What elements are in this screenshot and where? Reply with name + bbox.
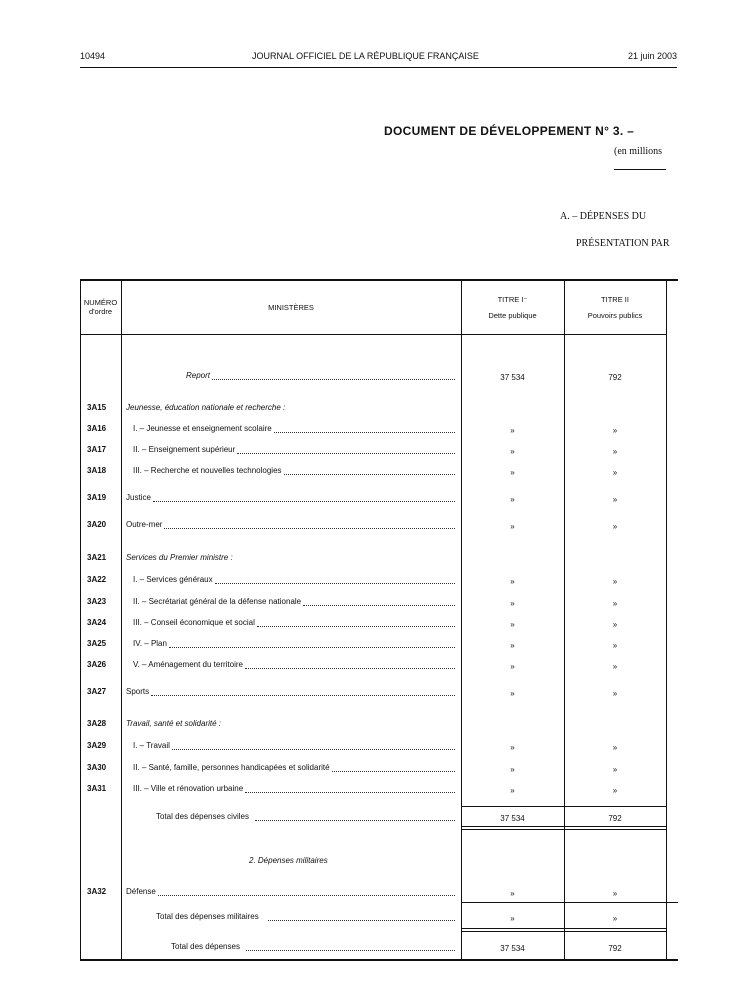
total-militaires-titre2: » [612,914,618,923]
row-titre2-value: » [612,786,618,795]
row-titre1-value: » [510,495,515,504]
row-titre2-value: » [612,522,618,531]
row-label: II. – Enseignement supérieur [133,445,236,454]
row-code: 3A31 [87,784,107,793]
row-titre1-value: » [510,765,515,774]
row-code: 3A21 [87,553,107,562]
total-rule-civiles-a [461,826,666,827]
leader-dots [274,432,455,433]
defense-label: Défense [126,887,156,896]
total-rule-militaires-a [461,928,666,929]
row-titre2-value: » [612,495,618,504]
row-code: 3A18 [87,466,107,475]
leader-dots [172,749,455,750]
row-label: Justice [126,493,151,502]
leader-dots [151,695,455,696]
table-bottom-rule [80,959,678,961]
row-code: 3A25 [87,639,107,648]
row-code: 3A16 [87,424,107,433]
leader-dots [257,626,455,627]
journal-title: JOURNAL OFFICIEL DE LA RÉPUBLIQUE FRANÇAISE [252,51,479,61]
unit-note: (en millions [614,146,663,157]
row-label: III. – Conseil économique et social [133,618,255,627]
header-titre2: TITRE II Pouvoirs publics [587,295,643,320]
row-code: 3A26 [87,660,107,669]
row-titre2-value: » [612,468,618,477]
row-code: 3A30 [87,763,107,772]
row-label: I. – Services généraux [133,575,213,584]
row-titre2-value: » [612,662,618,671]
row-titre2-value: » [612,599,618,608]
row-label: II. – Santé, famille, personnes handicapées et solidarité [133,763,330,772]
row-titre2-value: » [612,689,618,698]
presentation-title: PRÉSENTATION PAR [576,238,670,249]
row-code: 3A23 [87,597,107,606]
row-label: I. – Travail [133,741,170,750]
row-label: III. – Ville et rénovation urbaine [133,784,244,793]
header-ministeres: MINISTÈRES [268,303,314,312]
row-titre1-value: » [510,641,515,650]
total-civiles-label: Total des dépenses civiles [156,812,249,821]
row-code: 3A28 [87,719,107,728]
leader-dots [332,771,455,772]
row-titre1-value: » [510,426,515,435]
grand-total-titre1: 37 534 [500,944,525,953]
row-label: Services du Premier ministre : [126,553,233,562]
row-titre1-value: » [510,599,515,608]
total-militaires-label: Total des dépenses militaires [156,912,259,921]
row-titre1-value: » [510,620,515,629]
row-titre1-value: » [510,522,515,531]
document-title: DOCUMENT DE DÉVELOPPEMENT N° 3. – [384,124,635,138]
row-titre1-value: » [510,447,515,456]
row-titre2-value: » [612,426,618,435]
militaires-heading: 2. Dépenses militaires [249,856,328,865]
row-code: 3A32 [87,887,107,896]
row-titre2-value: » [612,641,618,650]
leader-dots [169,647,455,648]
row-titre2-value: » [612,743,618,752]
table-header-rule [80,334,666,335]
total-rule-militaires-b [461,931,666,932]
row-label: I. – Jeunesse et enseignement scolaire [133,424,272,433]
total-civiles-titre2: 792 [608,814,622,823]
leader-dots [303,605,455,606]
leader-dots [215,583,455,584]
row-titre2-value: » [612,620,618,629]
row-label: IV. – Plan [133,639,167,648]
row-code: 3A24 [87,618,107,627]
leader-dots [255,820,455,821]
subtotal-rule-militaires [461,902,678,903]
leader-dots [268,920,455,921]
row-titre2-value: » [612,577,618,586]
total-rule-civiles-b [461,829,666,830]
total-militaires-titre1: » [510,914,515,923]
leader-dots [246,950,455,951]
row-code: 3A27 [87,687,107,696]
header-rule [80,67,677,68]
row-titre1-value: 37 534 [500,373,525,382]
col-rule-numero [121,279,122,960]
col-rule-titre2 [666,279,667,960]
table-top-rule [80,279,678,281]
defense-titre2: » [612,889,618,898]
row-titre1-value: » [510,689,515,698]
issue-date: 21 juin 2003 [628,51,678,61]
row-titre1-value: » [510,662,515,671]
row-code: 3A22 [87,575,107,584]
row-label: Jeunesse, éducation nationale et recherche : [126,403,286,412]
row-label: II. – Secrétariat général de la défense nationale [133,597,302,606]
leader-dots [158,895,455,896]
row-label: Travail, santé et solidarité : [126,719,222,728]
col-rule-left [80,279,81,960]
header-numero: NUMÉRO d'ordre [83,298,118,316]
row-code: 3A17 [87,445,107,454]
grand-total-label: Total des dépenses [171,942,240,951]
row-titre1-value: » [510,577,515,586]
row-titre1-value: » [510,743,515,752]
row-code: 3A29 [87,741,107,750]
leader-dots [245,668,455,669]
row-titre1-value: » [510,468,515,477]
section-title: A. – DÉPENSES DU [560,211,647,222]
row-label: Report [186,371,211,380]
row-titre1-value: » [510,786,515,795]
row-code: 3A20 [87,520,107,529]
row-code: 3A15 [87,403,107,412]
grand-total-titre2: 792 [608,944,622,953]
header-titre1: TITRE I⁻ Dette publique [488,295,537,320]
defense-titre1: » [510,889,515,898]
row-code: 3A19 [87,493,107,502]
row-titre2-value: 792 [608,373,622,382]
leader-dots [212,379,455,380]
row-label: Sports [126,687,150,696]
row-titre2-value: » [612,447,618,456]
leader-dots [245,792,455,793]
row-label: Outre-mer [126,520,163,529]
unit-rule [614,169,666,170]
subtotal-rule-civiles [461,806,666,807]
page-number: 10494 [80,51,106,61]
row-label: V. – Aménagement du territoire [133,660,243,669]
row-label: III. – Recherche et nouvelles technologies [133,466,282,475]
leader-dots [284,474,455,475]
leader-dots [237,453,455,454]
leader-dots [164,528,455,529]
total-civiles-titre1: 37 534 [500,814,525,823]
leader-dots [153,501,455,502]
row-titre2-value: » [612,765,618,774]
